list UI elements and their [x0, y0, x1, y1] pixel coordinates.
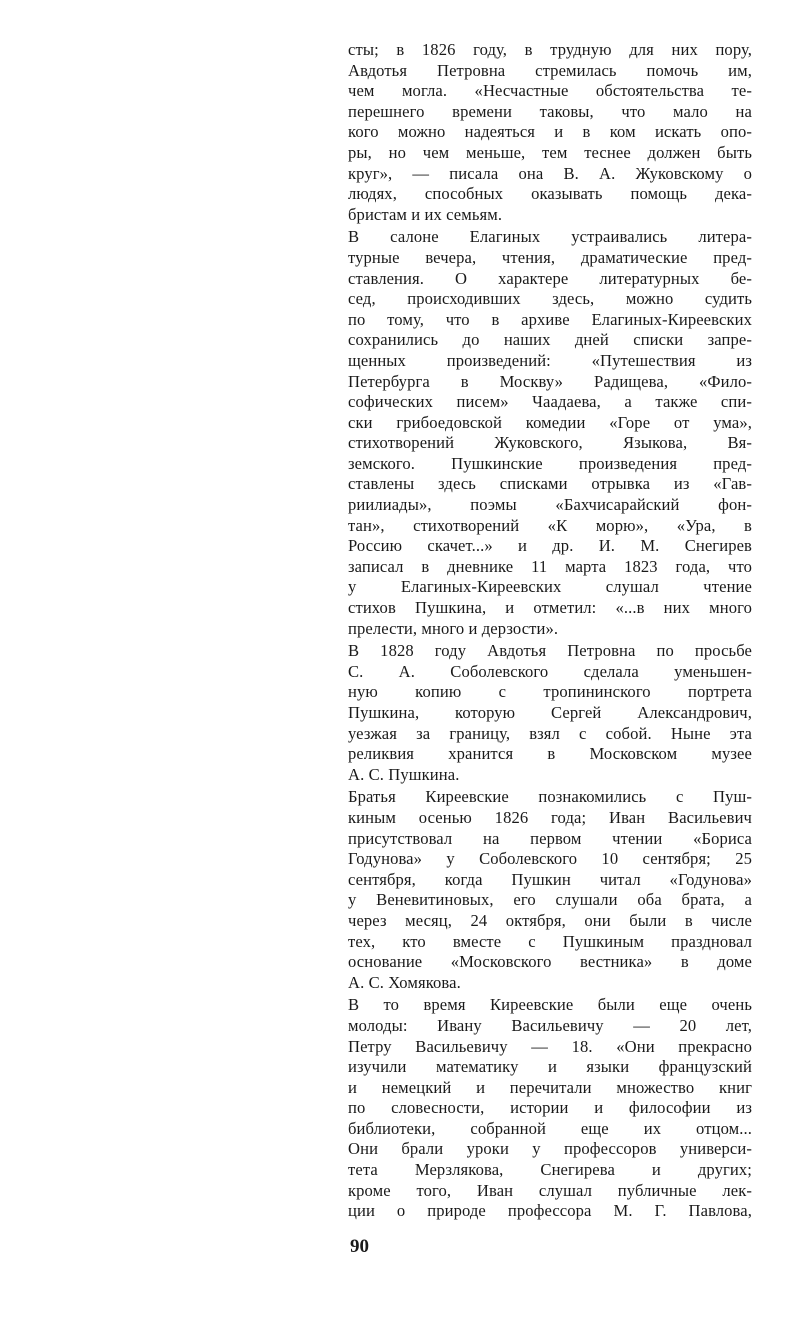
text-line: В то время Киреевские были еще очень [348, 995, 752, 1015]
text-line: бристам и их семьям. [348, 204, 503, 224]
text-line: А. С. Хомякова. [348, 972, 461, 992]
text-line: стихов Пушкина, и отметил: «...в них много [348, 598, 752, 618]
text-line: библиотеки, собранной еще их отцом... [348, 1118, 752, 1138]
text-line: сед, происходивших здесь, можно судить [348, 289, 752, 309]
text-line: ставлены здесь списками отрывка из «Гав- [348, 474, 752, 494]
text-line: записал в дневнике 11 марта 1823 года, что [348, 556, 752, 576]
paragraph [348, 227, 752, 639]
text-line: у Елагиных-Киреевских слушал чтение [348, 577, 752, 597]
text-line: А. С. Пушкина. [348, 764, 460, 784]
text-line: стихотворений Жуковского, Языкова, Вя- [348, 433, 752, 453]
text-line: Петербурга в Москву» Радищева, «Фило- [348, 371, 752, 391]
text-line: В 1828 году Авдотья Петровна по просьбе [348, 641, 752, 661]
text-line: софических писем» Чаадаева, а также спи- [348, 392, 752, 412]
text-line: чем могла. «Несчастные обстоятельства те- [348, 81, 752, 101]
text-line: круг», — писала она В. А. Жуковскому о [348, 163, 752, 183]
text-line: Россию скачет...» и др. И. М. Снегирев [348, 536, 752, 556]
text-line: тета Мерзлякова, Снегирева и других; [348, 1160, 752, 1180]
text-line: прелести, много и дерзости». [348, 618, 559, 638]
text-line: земского. Пушкинские произведения пред- [348, 453, 752, 473]
text-line: Годунова» у Соболевского 10 сентября; 25 [348, 849, 752, 869]
text-line: кого можно надеяться и в ком искать опо- [348, 122, 752, 142]
text-line: ски грибоедовской комедии «Горе от ума», [348, 412, 752, 432]
text-line: ции о природе профессора М. Г. Павлова, [348, 1201, 752, 1221]
text-line: Авдотья Петровна стремилась помочь им, [348, 60, 752, 80]
page-number: 90 [350, 1236, 369, 1257]
text-line: В салоне Елагиных устраивались литера- [348, 227, 752, 247]
text-line: Они брали уроки у профессоров универси- [348, 1139, 752, 1159]
paragraph [348, 641, 752, 785]
text-line: сентября, когда Пушкин читал «Годунова» [348, 869, 752, 889]
text-line: щенных произведений: «Путешествия из [348, 350, 752, 370]
text-line: перешнего времени таковы, что мало на [348, 101, 752, 121]
text-line: риилиады», поэмы «Бахчисарайский фон- [348, 495, 752, 515]
text-column [348, 40, 752, 1224]
text-line: по тому, что в архиве Елагиных-Киреевских [348, 309, 752, 329]
text-line: турные вечера, чтения, драматические пред- [348, 247, 752, 267]
text-line: реликвия хранится в Московском музее [348, 744, 752, 764]
text-line: изучили математику и языки французский [348, 1057, 752, 1077]
text-line: Пушкина, которую Сергей Александрович, [348, 703, 752, 722]
text-line: киным осенью 1826 года; Иван Васильевич [348, 807, 752, 827]
text-line: людях, способных оказывать помощь дека- [348, 184, 752, 204]
text-line: уезжая за границу, взял с собой. Ныне эта [348, 723, 752, 743]
text-line: молоды: Ивану Васильевичу — 20 лет, [348, 1015, 752, 1035]
text-line: ставления. О характере литературных бе- [348, 268, 752, 288]
paragraph [348, 40, 752, 225]
text-line: основание «Московского вестника» в доме [348, 952, 752, 972]
paragraph [348, 787, 752, 993]
text-line: по словесности, истории и философии из [348, 1098, 752, 1118]
text-line: и немецкий и перечитали множество книг [348, 1077, 752, 1097]
text-line: через месяц, 24 октября, они были в числе [348, 910, 752, 930]
text-line: сохранились до наших дней списки запре- [348, 330, 752, 350]
text-line: кроме того, Иван слушал публичные лек- [348, 1180, 752, 1200]
text-line: присутствовал на первом чтении «Бориса [348, 828, 752, 848]
text-line: ную копию с тропининского портрета [348, 682, 752, 702]
paragraph [348, 995, 752, 1222]
text-line: тан», стихотворений «К морю», «Ура, в [348, 515, 752, 535]
text-line: тех, кто вместе с Пушкиным праздновал [348, 931, 752, 951]
text-line: ры, но чем меньше, тем теснее должен быть [348, 142, 752, 162]
text-line: у Веневитиновых, его слушали оба брата, а [348, 890, 752, 910]
text-line: сты; в 1826 году, в трудную для них пору, [348, 40, 752, 59]
text-line: Петру Васильевичу — 18. «Они прекрасно [348, 1036, 752, 1056]
text-line: С. А. Соболевского сделала уменьшен- [348, 661, 752, 681]
text-line: Братья Киреевские познакомились с Пуш- [348, 787, 752, 807]
